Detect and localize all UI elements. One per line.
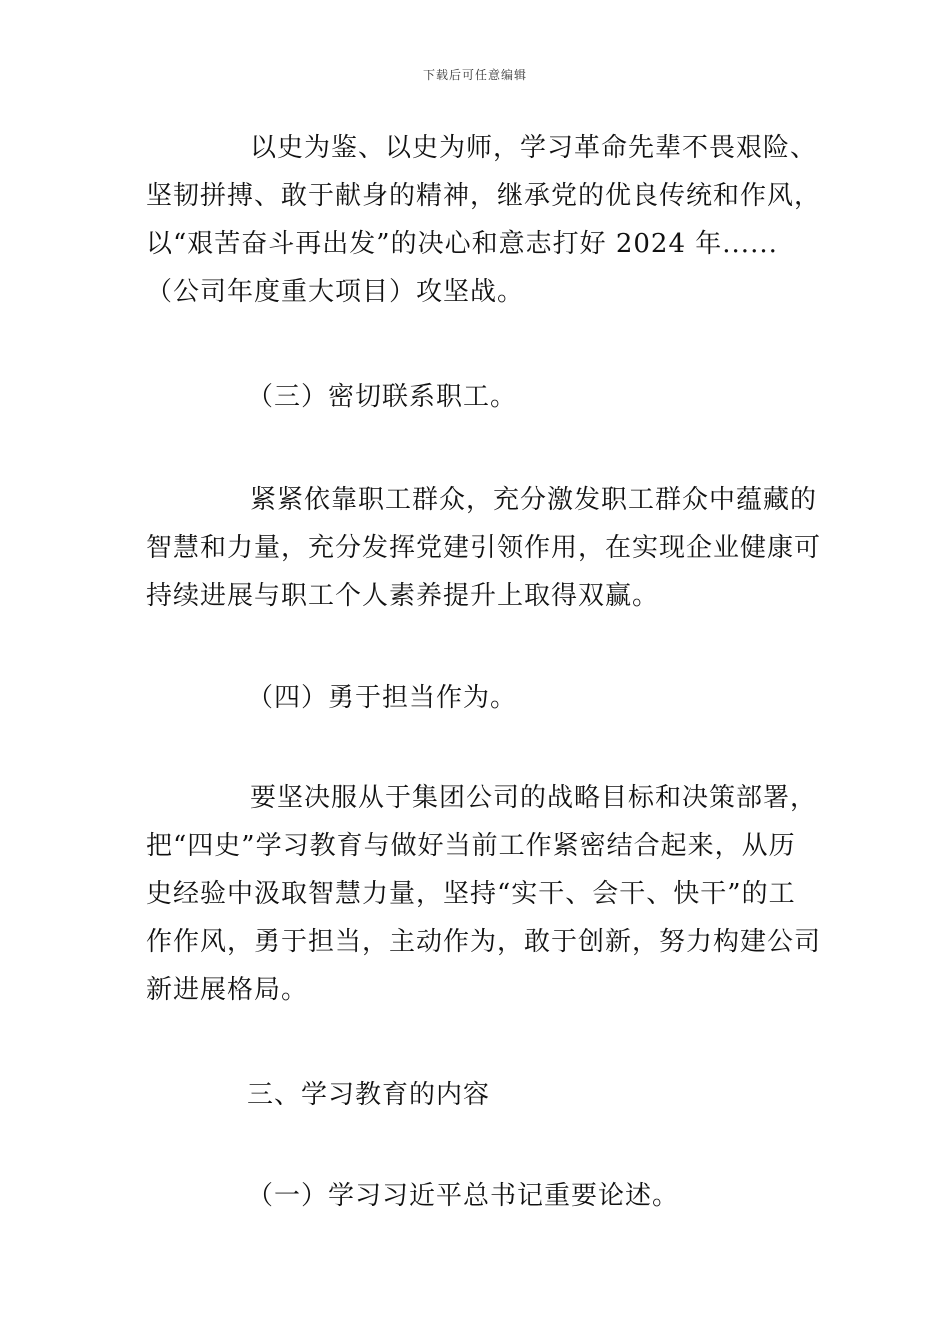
heading-3: （三）密切联系职工。 [247, 382, 518, 412]
paragraph-line: 以史为鉴、以史为师，学习革命先辈不畏艰险、 [250, 133, 818, 163]
paragraph-line: 作作风，勇于担当，主动作为，敢于创新，努力构建公司 [146, 927, 822, 957]
section-heading: 三、学习教育的内容 [247, 1080, 491, 1110]
paragraph-line: （公司年度重大项目）攻坚战。 [146, 277, 525, 307]
header-note: 下载后可任意编辑 [422, 68, 527, 82]
paragraph-line: 要坚决服从于集团公司的战略目标和决策部署， [250, 783, 818, 813]
paragraph-2 [146, 476, 822, 620]
heading-4: （四）勇于担当作为。 [247, 683, 518, 713]
paragraph-line: 新进展格局。 [146, 975, 309, 1005]
paragraph-line: 把“四史”学习教育与做好当前工作紧密结合起来，从历 [146, 831, 796, 861]
paragraph-line: 紧紧依靠职工群众，充分激发职工群众中蕴藏的 [250, 485, 818, 515]
paragraph-line: 坚韧拼搏、敢于献身的精神，继承党的优良传统和作风， [146, 181, 822, 211]
paragraph-1 [146, 124, 822, 316]
paragraph-line: 史经验中汲取智慧力量，坚持“实干、会干、快干”的工 [146, 879, 796, 909]
subheading-1: （一）学习习近平总书记重要论述。 [247, 1181, 680, 1211]
paragraph-3 [146, 774, 822, 1014]
paragraph-line: 智慧和力量，充分发挥党建引领作用，在实现企业健康可 [146, 533, 822, 563]
paragraph-line: 持续进展与职工个人素养提升上取得双赢。 [146, 581, 660, 611]
paragraph-line: 以“艰苦奋斗再出发”的决心和意志打好 2024 年...... [146, 229, 778, 259]
